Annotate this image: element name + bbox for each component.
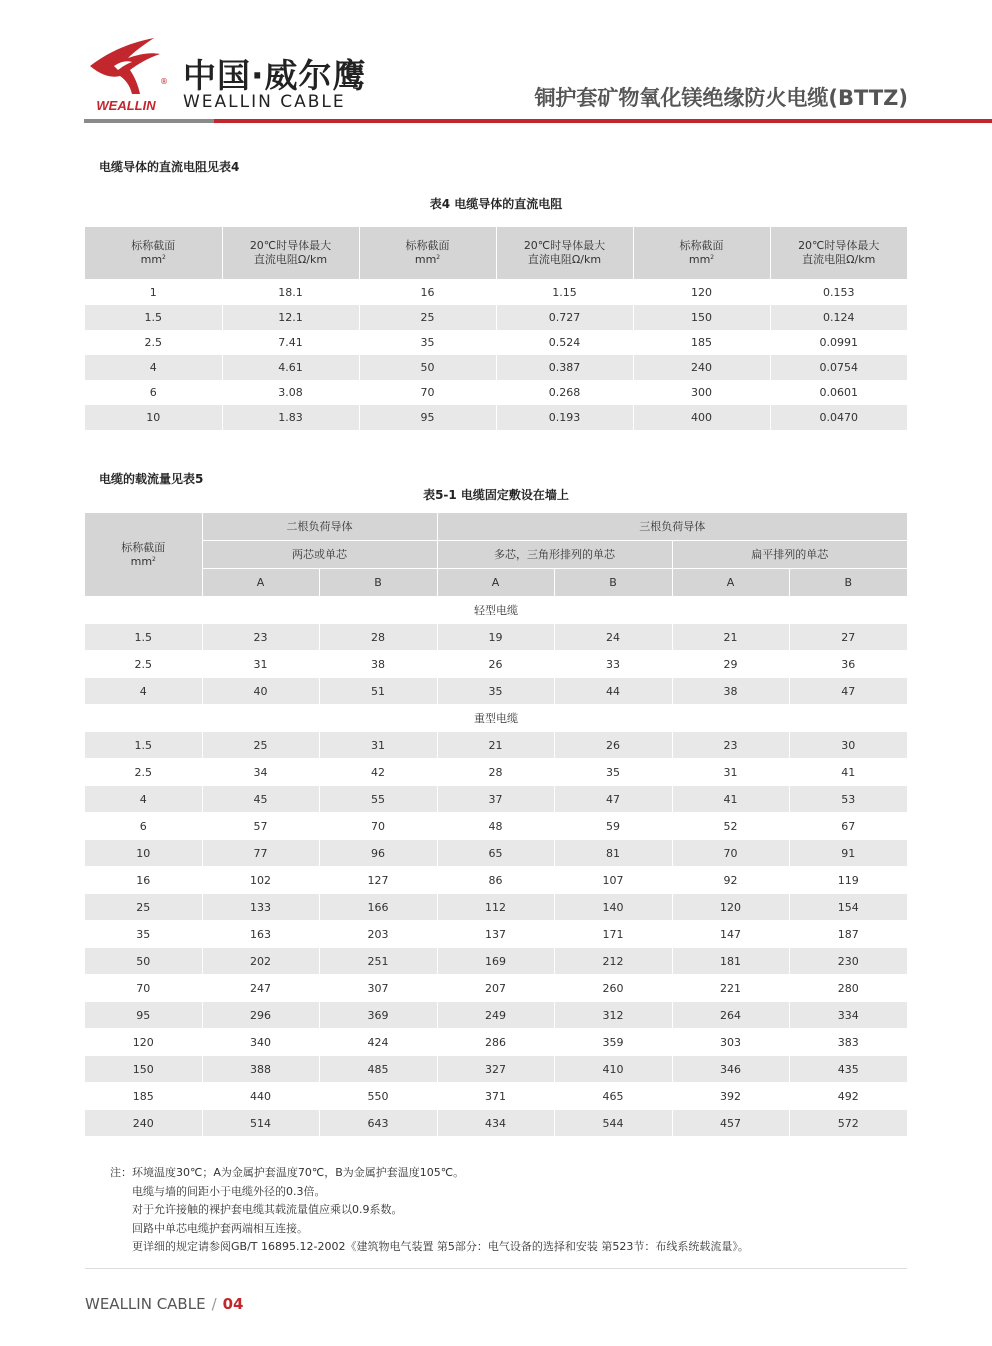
cell-value: 31 — [202, 651, 319, 678]
cell-value: 19 — [437, 624, 554, 651]
cell-value: 166 — [319, 894, 437, 921]
cell-value: 230 — [789, 948, 907, 975]
table-row — [85, 867, 907, 894]
cell-value: 31 — [319, 732, 437, 759]
table-row — [85, 1056, 907, 1083]
table-row: 4 4.61 50 0.387 240 0.0754 — [85, 355, 907, 380]
cell-value: 572 — [789, 1110, 907, 1137]
cell-area: 25 — [85, 894, 202, 921]
table-row — [85, 813, 907, 840]
cell-value: 45 — [202, 786, 319, 813]
cell-value: 424 — [319, 1029, 437, 1056]
cell-value: 264 — [672, 1002, 789, 1029]
cell-value: 435 — [789, 1056, 907, 1083]
cell-value: 21 — [672, 624, 789, 651]
table4-header-area: 标称截面 $mm^2$ — [633, 227, 770, 279]
table5-header-two-conductors: 二根负荷导体 — [202, 513, 437, 541]
cell-value: 202 — [202, 948, 319, 975]
cell-value: 34 — [202, 759, 319, 786]
table4-header-resistance: 20℃时导体最大 直流电阻Ω/km — [496, 227, 633, 279]
table-row — [85, 1110, 907, 1137]
cell-value: 457 — [672, 1110, 789, 1137]
cell-value: 137 — [437, 921, 554, 948]
cell-value: 59 — [554, 813, 672, 840]
table-row: 2.5 7.41 35 0.524 185 0.0991 — [85, 330, 907, 355]
cell-value: 169 — [437, 948, 554, 975]
cell-area: 1.5 — [85, 732, 202, 759]
table5-header-b: B — [319, 569, 437, 597]
cell-value: 48 — [437, 813, 554, 840]
cell-value: 334 — [789, 1002, 907, 1029]
cell-value: 383 — [789, 1029, 907, 1056]
cell-value: 434 — [437, 1110, 554, 1137]
cell-value: 51 — [319, 678, 437, 705]
note-line: 回路中单芯电缆护套两端相互连接。 — [132, 1221, 308, 1235]
cell-value: 154 — [789, 894, 907, 921]
cell-value: 47 — [789, 678, 907, 705]
page-header — [0, 0, 992, 124]
cell-value: 47 — [554, 786, 672, 813]
cell-value: 249 — [437, 1002, 554, 1029]
table-row — [85, 948, 907, 975]
table-row — [85, 894, 907, 921]
cell-value: 42 — [319, 759, 437, 786]
cell-value: 25 — [202, 732, 319, 759]
table4-header-area: 标称截面 $mm^2$ — [85, 227, 222, 279]
cell-value: 127 — [319, 867, 437, 894]
cell-value: 91 — [789, 840, 907, 867]
cell-value: 77 — [202, 840, 319, 867]
table-row — [85, 1002, 907, 1029]
cell-area: 16 — [85, 867, 202, 894]
cell-area: 185 — [85, 1083, 202, 1110]
cell-value: 70 — [672, 840, 789, 867]
table5-header-b: B — [789, 569, 907, 597]
cell-value: 327 — [437, 1056, 554, 1083]
table-row: 1 18.1 16 1.15 120 0.153 — [85, 279, 907, 305]
cell-value: 359 — [554, 1029, 672, 1056]
cell-area: 4 — [85, 678, 202, 705]
cell-value: 70 — [319, 813, 437, 840]
cell-value: 280 — [789, 975, 907, 1002]
cell-value: 31 — [672, 759, 789, 786]
cell-value: 65 — [437, 840, 554, 867]
cell-value: 53 — [789, 786, 907, 813]
cell-area: 2.5 — [85, 651, 202, 678]
cell-value: 55 — [319, 786, 437, 813]
cell-value: 643 — [319, 1110, 437, 1137]
cell-value: 33 — [554, 651, 672, 678]
cell-value: 57 — [202, 813, 319, 840]
cell-area: 95 — [85, 1002, 202, 1029]
header-rule-red — [214, 119, 992, 123]
cell-area: 4 — [85, 786, 202, 813]
cell-value: 550 — [319, 1083, 437, 1110]
cell-value: 107 — [554, 867, 672, 894]
cell-area: 6 — [85, 813, 202, 840]
cell-value: 260 — [554, 975, 672, 1002]
cell-value: 203 — [319, 921, 437, 948]
cell-value: 140 — [554, 894, 672, 921]
page-number: 04 — [222, 1295, 244, 1313]
cell-value: 163 — [202, 921, 319, 948]
table5-header-a: A — [437, 569, 554, 597]
table-row — [85, 840, 907, 867]
cell-value: 286 — [437, 1029, 554, 1056]
table5-header-area: 标称截面 $mm^2$ — [85, 513, 202, 597]
cell-value: 544 — [554, 1110, 672, 1137]
cell-value: 41 — [789, 759, 907, 786]
cell-value: 181 — [672, 948, 789, 975]
table4-header-area: 标称截面 $mm^2$ — [359, 227, 496, 279]
cell-value: 388 — [202, 1056, 319, 1083]
cell-area: 2.5 — [85, 759, 202, 786]
cell-value: 41 — [672, 786, 789, 813]
cell-area: 1.5 — [85, 624, 202, 651]
cell-value: 221 — [672, 975, 789, 1002]
footer-brand: WEALLIN CABLE — [85, 1295, 206, 1313]
table-row — [85, 975, 907, 1002]
cell-value: 133 — [202, 894, 319, 921]
cell-value: 27 — [789, 624, 907, 651]
cell-value: 251 — [319, 948, 437, 975]
note-line: 对于允许接触的裸护套电缆其载流量值应乘以0.9系数。 — [132, 1203, 403, 1216]
table4-header-resistance: 20℃时导体最大 直流电阻Ω/km — [770, 227, 907, 279]
table-row — [85, 921, 907, 948]
table4-title: 表4 电缆导体的直流电阻 — [429, 197, 563, 211]
cell-value: 171 — [554, 921, 672, 948]
cell-value: 212 — [554, 948, 672, 975]
cell-value: 187 — [789, 921, 907, 948]
footer-divider — [85, 1268, 907, 1269]
group-label: 重型电缆 — [85, 705, 907, 732]
cell-value: 23 — [672, 732, 789, 759]
cell-area: 240 — [85, 1110, 202, 1137]
cell-value: 440 — [202, 1083, 319, 1110]
table-row — [85, 1083, 907, 1110]
cell-value: 23 — [202, 624, 319, 651]
cell-value: 112 — [437, 894, 554, 921]
cell-value: 119 — [789, 867, 907, 894]
table-row — [85, 624, 907, 651]
cell-area: 70 — [85, 975, 202, 1002]
table4-dc-resistance — [85, 227, 907, 430]
cell-value: 38 — [672, 678, 789, 705]
cell-value: 369 — [319, 1002, 437, 1029]
brand-name-cn: 中国·威尔鹰 — [183, 56, 367, 95]
table-group-row — [85, 597, 907, 624]
cell-area: 150 — [85, 1056, 202, 1083]
cell-value: 38 — [319, 651, 437, 678]
cell-value: 40 — [202, 678, 319, 705]
cell-value: 35 — [437, 678, 554, 705]
cell-value: 102 — [202, 867, 319, 894]
group-label: 轻型电缆 — [85, 597, 907, 624]
logo-wordmark: WEALLIN — [96, 98, 156, 112]
cell-value: 147 — [672, 921, 789, 948]
table4-header-resistance: 20℃时导体最大 直流电阻Ω/km — [222, 227, 359, 279]
cell-value: 120 — [672, 894, 789, 921]
cell-value: 296 — [202, 1002, 319, 1029]
table-row: 10 1.83 95 0.193 400 0.0470 — [85, 405, 907, 430]
table-row — [85, 1029, 907, 1056]
cell-value: 21 — [437, 732, 554, 759]
table-row — [85, 732, 907, 759]
table5-header-flat: 扁平排列的单芯 — [672, 541, 907, 569]
note-line: 注：环境温度30℃；A为金属护套温度70℃，B为金属护套温度105℃。 — [110, 1166, 465, 1179]
table5-ampacity — [85, 513, 907, 1136]
cell-area: 120 — [85, 1029, 202, 1056]
eagle-logo-icon — [84, 36, 168, 112]
cell-value: 410 — [554, 1056, 672, 1083]
cell-value: 29 — [672, 651, 789, 678]
table5-title: 表5-1 电缆固定敷设在墙上 — [423, 488, 569, 502]
table-row — [85, 759, 907, 786]
document-title: 铜护套矿物氧化镁绝缘防火电缆(BTTZ) — [534, 86, 908, 110]
note-line: 电缆与墙的间距小于电缆外径的0.3倍。 — [132, 1184, 326, 1198]
cell-value: 92 — [672, 867, 789, 894]
cell-value: 26 — [554, 732, 672, 759]
header-rule-gray — [84, 119, 214, 123]
cell-value: 492 — [789, 1083, 907, 1110]
cell-value: 67 — [789, 813, 907, 840]
cell-value: 514 — [202, 1110, 319, 1137]
page-footer — [85, 1295, 244, 1313]
table-group-row — [85, 705, 907, 732]
cell-value: 35 — [554, 759, 672, 786]
cell-area: 10 — [85, 840, 202, 867]
cell-value: 86 — [437, 867, 554, 894]
cell-value: 28 — [319, 624, 437, 651]
cell-value: 485 — [319, 1056, 437, 1083]
cell-area: 50 — [85, 948, 202, 975]
cell-value: 247 — [202, 975, 319, 1002]
cell-value: 303 — [672, 1029, 789, 1056]
table5-header-b: B — [554, 569, 672, 597]
table-row: 1.5 12.1 25 0.727 150 0.124 — [85, 305, 907, 330]
cell-value: 207 — [437, 975, 554, 1002]
cell-value: 340 — [202, 1029, 319, 1056]
table5-header-two-core-single: 两芯或单芯 — [202, 541, 437, 569]
cell-value: 52 — [672, 813, 789, 840]
cell-value: 30 — [789, 732, 907, 759]
cell-value: 36 — [789, 651, 907, 678]
table-row — [85, 678, 907, 705]
cell-value: 346 — [672, 1056, 789, 1083]
table5-header-a: A — [672, 569, 789, 597]
note-line: 更详细的规定请参阅GB/T 16895.12-2002《建筑物电气装置 第5部分：电气设备的选择和安装 第523节：布线系统载流量》。 — [132, 1240, 749, 1253]
cell-value: 465 — [554, 1083, 672, 1110]
table5-header-a: A — [202, 569, 319, 597]
cell-area: 35 — [85, 921, 202, 948]
section-heading-ampacity: 电缆的载流量见表5 — [99, 472, 204, 486]
table5-header-trefoil: 多芯，三角形排列的单芯 — [437, 541, 672, 569]
cell-value: 37 — [437, 786, 554, 813]
svg-text:®: ® — [160, 77, 168, 86]
cell-value: 26 — [437, 651, 554, 678]
table-row — [85, 786, 907, 813]
table-row — [85, 651, 907, 678]
cell-value: 307 — [319, 975, 437, 1002]
table-notes — [110, 1164, 749, 1257]
brand-name-en: WEALLIN CABLE — [183, 92, 346, 112]
cell-value: 392 — [672, 1083, 789, 1110]
cell-value: 96 — [319, 840, 437, 867]
footer-separator: / — [211, 1295, 217, 1313]
table-row: 6 3.08 70 0.268 300 0.0601 — [85, 380, 907, 405]
cell-value: 371 — [437, 1083, 554, 1110]
section-heading-resistance: 电缆导体的直流电阻见表4 — [99, 160, 240, 174]
cell-value: 28 — [437, 759, 554, 786]
table5-header-three-conductors: 三根负荷导体 — [437, 513, 907, 541]
cell-value: 44 — [554, 678, 672, 705]
cell-value: 24 — [554, 624, 672, 651]
cell-value: 312 — [554, 1002, 672, 1029]
cell-value: 81 — [554, 840, 672, 867]
